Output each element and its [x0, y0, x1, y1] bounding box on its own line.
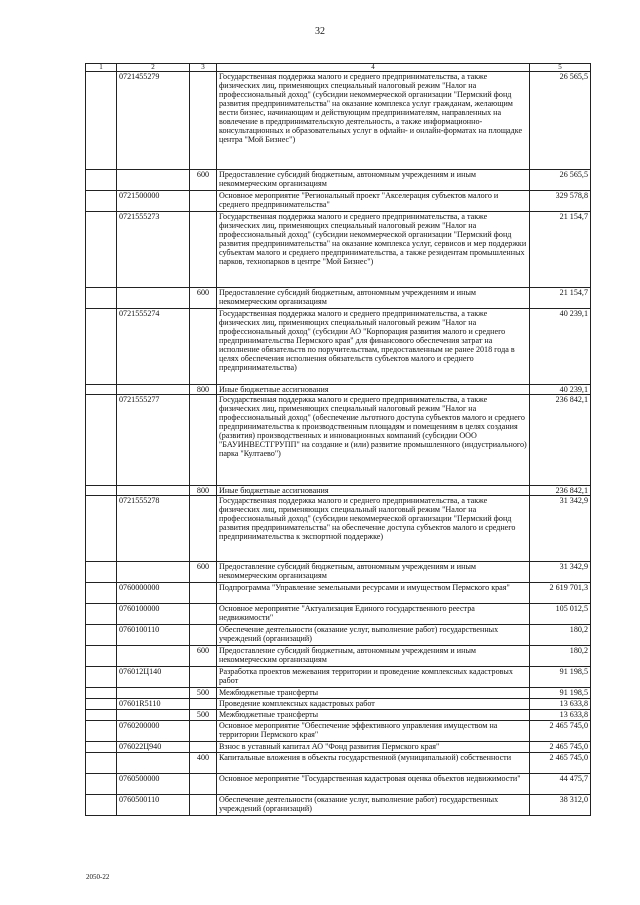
cell-code: 076012Ц140 [117, 667, 190, 688]
cell-expense-type [190, 191, 217, 212]
cell-expense-type [190, 742, 217, 753]
table-row [86, 753, 591, 774]
table-row [86, 646, 591, 667]
cell-amount: 329 578,8 [530, 191, 591, 212]
cell-amount: 180,2 [530, 625, 591, 646]
cell-description: Иные бюджетные ассигнования [217, 385, 530, 395]
cell-empty [86, 721, 117, 742]
cell-empty [86, 688, 117, 699]
cell-expense-type [190, 625, 217, 646]
cell-amount: 40 239,1 [530, 385, 591, 395]
cell-empty [86, 604, 117, 625]
cell-description: Обеспечение деятельности (оказание услуг, выполнение работ) государственных учреждений (организаций) [217, 625, 530, 646]
cell-description: Проведение комплексных кадастровых работ [217, 699, 530, 710]
cell-expense-type: 500 [190, 710, 217, 721]
cell-code: 0760500110 [117, 795, 190, 816]
cell-empty [86, 562, 117, 583]
cell-code: 076022Ц940 [117, 742, 190, 753]
cell-empty [86, 710, 117, 721]
cell-expense-type [190, 72, 217, 170]
cell-expense-type [190, 699, 217, 710]
cell-empty [86, 309, 117, 385]
cell-empty [86, 191, 117, 212]
table-row [86, 721, 591, 742]
table-row [86, 288, 591, 309]
cell-amount: 91 198,5 [530, 688, 591, 699]
table-body [86, 72, 591, 816]
cell-amount: 236 842,1 [530, 395, 591, 486]
cell-code [117, 170, 190, 191]
page-number: 32 [315, 26, 325, 37]
cell-description: Предоставление субсидий бюджетным, автономным учреждениям и иным некоммерческим организациям [217, 646, 530, 667]
cell-description: Обеспечение деятельности (оказание услуг, выполнение работ) государственных учреждений (организаций) [217, 795, 530, 816]
cell-expense-type: 800 [190, 385, 217, 395]
cell-empty [86, 212, 117, 288]
cell-description: Подпрограмма "Управление земельными ресурсами и имуществом Пермского края" [217, 583, 530, 604]
cell-expense-type [190, 309, 217, 385]
cell-empty [86, 753, 117, 774]
cell-code: 0721555278 [117, 496, 190, 562]
cell-code [117, 753, 190, 774]
cell-empty [86, 72, 117, 170]
cell-amount: 105 012,5 [530, 604, 591, 625]
cell-code: 0721555274 [117, 309, 190, 385]
table-row [86, 395, 591, 486]
cell-code [117, 385, 190, 395]
cell-code [117, 646, 190, 667]
table-row [86, 699, 591, 710]
table-row [86, 667, 591, 688]
cell-description: Государственная поддержка малого и среднего предпринимательства, а также физических лиц, применяющих специальный налоговый режим "Налог на профессиональный доход" (субсидии некоммерческой организации "Пермский фонд развития предпринимательства" на обеспечение доступа субъектов малого и среднего предпринимательства к экспортной поддержке) [217, 496, 530, 562]
cell-description: Предоставление субсидий бюджетным, автономным учреждениям и иным некоммерческим организациям [217, 288, 530, 309]
cell-code: 0760100110 [117, 625, 190, 646]
table-row [86, 625, 591, 646]
column-number: 5 [530, 64, 591, 72]
cell-empty [86, 667, 117, 688]
cell-amount: 180,2 [530, 646, 591, 667]
cell-amount: 2 619 701,3 [530, 583, 591, 604]
cell-description: Основное мероприятие "Актуализация Единого государственного реестра недвижимости" [217, 604, 530, 625]
table-row [86, 710, 591, 721]
cell-amount: 26 565,5 [530, 170, 591, 191]
cell-expense-type: 800 [190, 486, 217, 496]
table-row [86, 486, 591, 496]
table-row [86, 742, 591, 753]
cell-empty [86, 486, 117, 496]
cell-expense-type: 600 [190, 170, 217, 191]
cell-amount: 91 198,5 [530, 667, 591, 688]
table-row [86, 583, 591, 604]
budget-table [85, 63, 591, 816]
cell-amount: 13 633,8 [530, 710, 591, 721]
cell-expense-type: 600 [190, 646, 217, 667]
cell-expense-type [190, 774, 217, 795]
table-row [86, 562, 591, 583]
cell-expense-type [190, 496, 217, 562]
cell-expense-type [190, 721, 217, 742]
column-number-row [86, 64, 591, 72]
cell-description: Основное мероприятие "Государственная кадастровая оценка объектов недвижимости" [217, 774, 530, 795]
column-number: 3 [190, 64, 217, 72]
cell-code: 0721555273 [117, 212, 190, 288]
cell-code [117, 688, 190, 699]
cell-description: Предоставление субсидий бюджетным, автономным учреждениям и иным некоммерческим организациям [217, 170, 530, 191]
cell-expense-type [190, 583, 217, 604]
cell-description: Взнос в уставный капитал АО "Фонд развития Пермского края" [217, 742, 530, 753]
table-row [86, 170, 591, 191]
table-row [86, 191, 591, 212]
cell-code: 0760200000 [117, 721, 190, 742]
cell-amount: 31 342,9 [530, 496, 591, 562]
cell-code: 07601R5110 [117, 699, 190, 710]
cell-code: 0760000000 [117, 583, 190, 604]
table-row [86, 774, 591, 795]
cell-amount: 31 342,9 [530, 562, 591, 583]
table-row [86, 309, 591, 385]
cell-expense-type: 600 [190, 562, 217, 583]
cell-expense-type [190, 795, 217, 816]
cell-description: Разработка проектов межевания территории и проведение комплексных кадастровых работ [217, 667, 530, 688]
cell-description: Государственная поддержка малого и среднего предпринимательства, а также физических лиц, применяющих специальный налоговый режим "Налог на профессиональный доход" (субсидии некоммерческой организации "Пермский фонд развития предпринимательства" на оказание комплекса услуг, сервисов и мер поддержки субъектам малого и среднего предпринимательства, а также резидентам промышленных парков, технопарков в центре "Мой Бизнес") [217, 212, 530, 288]
cell-code [117, 288, 190, 309]
cell-empty [86, 170, 117, 191]
table-row [86, 385, 591, 395]
table-row [86, 72, 591, 170]
cell-code [117, 562, 190, 583]
cell-empty [86, 699, 117, 710]
cell-code [117, 486, 190, 496]
cell-amount: 236 842,1 [530, 486, 591, 496]
cell-empty [86, 795, 117, 816]
cell-empty [86, 395, 117, 486]
cell-code: 0721500000 [117, 191, 190, 212]
cell-empty [86, 288, 117, 309]
cell-amount: 44 475,7 [530, 774, 591, 795]
cell-expense-type [190, 604, 217, 625]
cell-expense-type [190, 667, 217, 688]
cell-code [117, 710, 190, 721]
table-row [86, 212, 591, 288]
cell-empty [86, 646, 117, 667]
cell-amount: 2 465 745,0 [530, 721, 591, 742]
cell-description: Государственная поддержка малого и среднего предпринимательства, а также физических лиц, применяющих специальный налоговый режим "Налог на профессиональный доход" (субсидии некоммерческой организации "Пермский фонд развития предпринимательства" на оказание комплекса услуг гражданам, желающим вести бизнес, начинающим и действующим предпринимателям, направленных на вовлечение в предпринимательскую деятельность, а также информационно-консультационных и образовательных услуг в офлайн- и онлайн-форматах на площадке центра "Мой Бизнес") [217, 72, 530, 170]
cell-amount: 40 239,1 [530, 309, 591, 385]
cell-description: Основное мероприятие "Обеспечение эффективного управления имуществом на территории Пермского края" [217, 721, 530, 742]
cell-description: Межбюджетные трансферты [217, 710, 530, 721]
cell-code: 0760500000 [117, 774, 190, 795]
cell-description: Капитальные вложения в объекты государственной (муниципальной) собственности [217, 753, 530, 774]
column-number: 2 [117, 64, 190, 72]
cell-empty [86, 583, 117, 604]
table-row [86, 496, 591, 562]
cell-amount: 38 312,0 [530, 795, 591, 816]
table-row [86, 604, 591, 625]
cell-amount: 21 154,7 [530, 212, 591, 288]
column-number: 1 [86, 64, 117, 72]
cell-code: 0721455279 [117, 72, 190, 170]
cell-description: Государственная поддержка малого и среднего предпринимательства, а также физических лиц, применяющих специальный налоговый режим "Налог на профессиональный доход" (субсидии АО "Корпорация развития малого и среднего предпринимательства Пермского края" для финансового обеспечения затрат на исполнение обязательств по поручительствам, предоставленным не ранее 2018 года в целях обеспечения исполнения обязательств субъектов малого и среднего предпринимательства) [217, 309, 530, 385]
cell-description: Межбюджетные трансферты [217, 688, 530, 699]
cell-expense-type [190, 212, 217, 288]
cell-code: 0760100000 [117, 604, 190, 625]
table-row [86, 688, 591, 699]
cell-expense-type [190, 395, 217, 486]
footer-code: 2050-22 [86, 873, 110, 881]
cell-expense-type: 600 [190, 288, 217, 309]
cell-description: Предоставление субсидий бюджетным, автономным учреждениям и иным некоммерческим организациям [217, 562, 530, 583]
cell-empty [86, 385, 117, 395]
table-row [86, 795, 591, 816]
cell-amount: 2 465 745,0 [530, 742, 591, 753]
cell-description: Государственная поддержка малого и среднего предпринимательства, а также физических лиц, применяющих специальный налоговый режим "Налог на профессиональный доход" (обеспечение льготного доступа субъектов малого и среднего предпринимательства к производственным площадям и помещениям в целях создания (развития) производственных и инновационных компаний (субсидии ООО "БАУИНВЕСТГРУПП" на создание и (или) развитие промышленного (индустриального) парка "Култаево") [217, 395, 530, 486]
cell-description: Основное мероприятие "Региональный проект "Акселерация субъектов малого и среднего предпринимательства" [217, 191, 530, 212]
cell-empty [86, 774, 117, 795]
column-number: 4 [217, 64, 530, 72]
cell-empty [86, 496, 117, 562]
cell-amount: 21 154,7 [530, 288, 591, 309]
cell-empty [86, 742, 117, 753]
cell-empty [86, 625, 117, 646]
cell-expense-type: 400 [190, 753, 217, 774]
cell-amount: 26 565,5 [530, 72, 591, 170]
cell-expense-type: 500 [190, 688, 217, 699]
cell-code: 0721555277 [117, 395, 190, 486]
cell-amount: 2 465 745,0 [530, 753, 591, 774]
cell-description: Иные бюджетные ассигнования [217, 486, 530, 496]
cell-amount: 13 633,8 [530, 699, 591, 710]
